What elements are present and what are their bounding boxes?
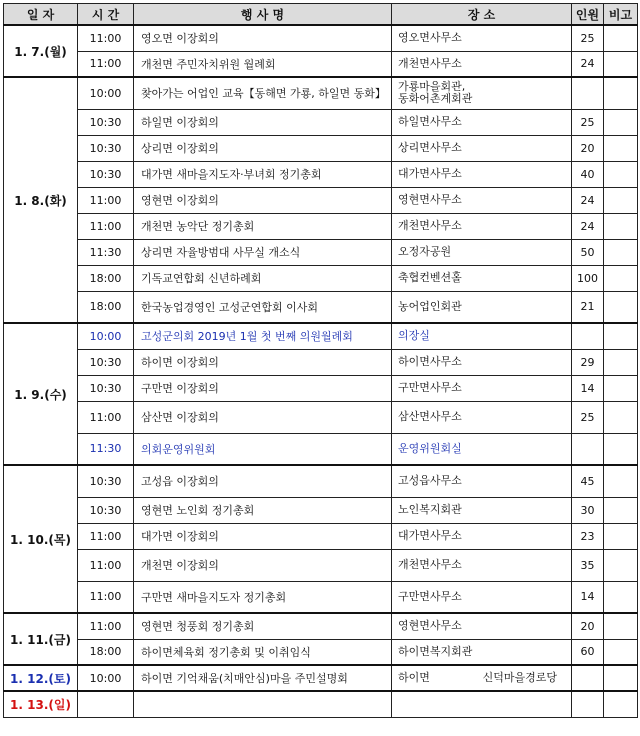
event-time: 11:30 bbox=[78, 433, 134, 465]
event-note bbox=[604, 691, 638, 717]
event-attendance: 23 bbox=[572, 523, 604, 549]
event-note bbox=[604, 401, 638, 433]
event-name: 하이면 이장회의 bbox=[134, 349, 392, 375]
event-note bbox=[604, 349, 638, 375]
event-time: 10:00 bbox=[78, 77, 134, 109]
event-attendance: 14 bbox=[572, 581, 604, 613]
table-row bbox=[4, 187, 638, 213]
event-time: 11:00 bbox=[78, 187, 134, 213]
event-name: 대가면 새마을지도자·부녀회 정기총회 bbox=[134, 161, 392, 187]
event-place bbox=[392, 265, 572, 291]
event-name: 개천면 이장회의 bbox=[134, 549, 392, 581]
table-row bbox=[4, 433, 638, 465]
table-row bbox=[4, 77, 638, 109]
event-time: 11:00 bbox=[78, 613, 134, 639]
day-date-cell: 1. 8.(화) bbox=[4, 77, 78, 323]
event-attendance: 14 bbox=[572, 375, 604, 401]
event-attendance: 30 bbox=[572, 497, 604, 523]
table-row bbox=[4, 639, 638, 665]
header-note: 비고 bbox=[604, 4, 638, 26]
event-time: 10:30 bbox=[78, 135, 134, 161]
table-row bbox=[4, 25, 638, 51]
event-time: 10:30 bbox=[78, 349, 134, 375]
day-date-cell: 1. 11.(금) bbox=[4, 613, 78, 665]
event-place bbox=[392, 109, 572, 135]
table-row bbox=[4, 51, 638, 77]
event-time: 10:30 bbox=[78, 497, 134, 523]
event-place bbox=[392, 497, 572, 523]
event-time: 11:00 bbox=[78, 401, 134, 433]
event-attendance bbox=[572, 77, 604, 109]
event-attendance: 35 bbox=[572, 549, 604, 581]
event-time: 18:00 bbox=[78, 265, 134, 291]
place-line: 축협컨벤션홀 bbox=[398, 271, 462, 284]
place-line: 고성읍사무소 bbox=[398, 474, 462, 488]
event-name: 영오면 이장회의 bbox=[134, 25, 392, 51]
event-name: 상리면 자율방범대 사무실 개소식 bbox=[134, 239, 392, 265]
event-attendance: 40 bbox=[572, 161, 604, 187]
event-note bbox=[604, 25, 638, 51]
place-line: 하이면 신덕마을경로당 bbox=[398, 671, 557, 684]
place-line: 상리면사무소 bbox=[398, 141, 462, 154]
event-note bbox=[604, 549, 638, 581]
event-time: 18:00 bbox=[78, 639, 134, 665]
event-attendance bbox=[572, 433, 604, 465]
event-place bbox=[392, 349, 572, 375]
place-line: 영오면사무소 bbox=[398, 31, 462, 45]
event-time: 11:00 bbox=[78, 51, 134, 77]
event-place bbox=[392, 639, 572, 665]
event-name: 대가면 이장회의 bbox=[134, 523, 392, 549]
event-place bbox=[392, 465, 572, 497]
place-line: 운영위원회실 bbox=[398, 441, 462, 455]
event-note bbox=[604, 77, 638, 109]
event-time: 11:00 bbox=[78, 523, 134, 549]
event-place bbox=[392, 613, 572, 639]
event-note bbox=[604, 497, 638, 523]
place-line: 하이면복지회관 bbox=[398, 644, 473, 658]
event-place bbox=[392, 323, 572, 349]
event-name bbox=[134, 691, 392, 717]
event-attendance: 45 bbox=[572, 465, 604, 497]
table-row bbox=[4, 161, 638, 187]
place-line: 개천면사무소 bbox=[398, 219, 462, 232]
event-attendance: 60 bbox=[572, 639, 604, 665]
schedule-body bbox=[4, 25, 638, 717]
event-note bbox=[604, 187, 638, 213]
event-attendance: 50 bbox=[572, 239, 604, 265]
event-attendance: 25 bbox=[572, 109, 604, 135]
event-name: 하일면 이장회의 bbox=[134, 109, 392, 135]
place-line: 하이면사무소 bbox=[398, 355, 462, 368]
table-row bbox=[4, 135, 638, 161]
event-name: 개천면 주민자치위원 월례회 bbox=[134, 51, 392, 77]
place-line: 농어업인회관 bbox=[398, 299, 462, 313]
table-row bbox=[4, 613, 638, 639]
event-time: 11:00 bbox=[78, 213, 134, 239]
header-time: 시 간 bbox=[78, 4, 134, 26]
event-note bbox=[604, 213, 638, 239]
event-attendance: 25 bbox=[572, 25, 604, 51]
event-note bbox=[604, 613, 638, 639]
event-name: 의회운영위원회 bbox=[134, 433, 392, 465]
event-place bbox=[392, 239, 572, 265]
day-date-cell: 1. 9.(수) bbox=[4, 323, 78, 465]
event-name: 찾아가는 어업인 교육【동해면 가룡, 하일면 동화】 bbox=[134, 77, 392, 109]
event-time bbox=[78, 691, 134, 717]
event-place bbox=[392, 665, 572, 691]
event-time: 10:30 bbox=[78, 161, 134, 187]
event-name: 영현면 노인회 정기총회 bbox=[134, 497, 392, 523]
event-attendance: 20 bbox=[572, 613, 604, 639]
event-place bbox=[392, 691, 572, 717]
event-note bbox=[604, 161, 638, 187]
event-attendance bbox=[572, 691, 604, 717]
event-place bbox=[392, 77, 572, 109]
table-row bbox=[4, 523, 638, 549]
event-time: 11:30 bbox=[78, 239, 134, 265]
event-time: 10:00 bbox=[78, 665, 134, 691]
event-note bbox=[604, 375, 638, 401]
place-line: 의장실 bbox=[398, 329, 430, 343]
event-name: 개천면 농악단 정기총회 bbox=[134, 213, 392, 239]
event-time: 11:00 bbox=[78, 25, 134, 51]
event-name: 구만면 새마을지도자 정기총회 bbox=[134, 581, 392, 613]
event-note bbox=[604, 523, 638, 549]
event-place bbox=[392, 401, 572, 433]
place-line: 오정자공원 bbox=[398, 245, 452, 258]
header-date: 일 자 bbox=[4, 4, 78, 26]
table-row bbox=[4, 465, 638, 497]
table-row bbox=[4, 401, 638, 433]
event-name: 상리면 이장회의 bbox=[134, 135, 392, 161]
table-row bbox=[4, 323, 638, 349]
event-place bbox=[392, 291, 572, 323]
event-name: 하이면체육회 정기총회 및 이취임식 bbox=[134, 639, 392, 665]
place-line: 가룡마을회관, bbox=[398, 80, 466, 94]
table-row bbox=[4, 549, 638, 581]
place-line: 개천면사무소 bbox=[398, 56, 462, 70]
event-time: 18:00 bbox=[78, 291, 134, 323]
place-line: 영현면사무소 bbox=[398, 619, 462, 633]
table-row bbox=[4, 239, 638, 265]
place-line: 하일면사무소 bbox=[398, 115, 462, 128]
event-note bbox=[604, 265, 638, 291]
table-row bbox=[4, 213, 638, 239]
day-date-cell: 1. 13.(일) bbox=[4, 691, 78, 717]
event-attendance: 21 bbox=[572, 291, 604, 323]
event-name: 고성군의회 2019년 1월 첫 번째 의원월례회 bbox=[134, 323, 392, 349]
header-row bbox=[4, 4, 638, 26]
event-name: 기독교연합회 신년하례회 bbox=[134, 265, 392, 291]
event-attendance: 24 bbox=[572, 187, 604, 213]
event-note bbox=[604, 291, 638, 323]
place-line: 동화어촌계회관 bbox=[398, 92, 473, 106]
place-line: 대가면사무소 bbox=[398, 167, 462, 180]
event-place bbox=[392, 433, 572, 465]
table-row bbox=[4, 375, 638, 401]
day-date-cell: 1. 7.(월) bbox=[4, 25, 78, 77]
place-line: 개천면사무소 bbox=[398, 558, 462, 571]
event-name: 영현면 이장회의 bbox=[134, 187, 392, 213]
event-note bbox=[604, 323, 638, 349]
place-line: 대가면사무소 bbox=[398, 529, 462, 542]
table-row bbox=[4, 665, 638, 691]
event-place bbox=[392, 549, 572, 581]
event-time: 10:30 bbox=[78, 375, 134, 401]
event-place bbox=[392, 213, 572, 239]
event-attendance: 25 bbox=[572, 401, 604, 433]
event-attendance: 24 bbox=[572, 213, 604, 239]
schedule-table bbox=[3, 3, 638, 718]
day-date-cell: 1. 10.(목) bbox=[4, 465, 78, 613]
event-note bbox=[604, 465, 638, 497]
event-attendance: 20 bbox=[572, 135, 604, 161]
day-date-cell: 1. 12.(토) bbox=[4, 665, 78, 691]
event-time: 11:00 bbox=[78, 549, 134, 581]
table-row bbox=[4, 691, 638, 717]
event-note bbox=[604, 665, 638, 691]
place-line: 영현면사무소 bbox=[398, 193, 462, 206]
event-attendance: 24 bbox=[572, 51, 604, 77]
event-time: 11:00 bbox=[78, 581, 134, 613]
header-place: 장 소 bbox=[392, 4, 572, 26]
place-line: 삼산면사무소 bbox=[398, 410, 462, 423]
event-place bbox=[392, 523, 572, 549]
event-place bbox=[392, 375, 572, 401]
place-line: 구만면사무소 bbox=[398, 381, 462, 394]
event-name: 구만면 이장회의 bbox=[134, 375, 392, 401]
header-event: 행 사 명 bbox=[134, 4, 392, 26]
event-place bbox=[392, 25, 572, 51]
event-attendance: 100 bbox=[572, 265, 604, 291]
event-attendance: 29 bbox=[572, 349, 604, 375]
event-note bbox=[604, 581, 638, 613]
event-place bbox=[392, 187, 572, 213]
event-place bbox=[392, 581, 572, 613]
event-place bbox=[392, 161, 572, 187]
table-row bbox=[4, 349, 638, 375]
table-row bbox=[4, 497, 638, 523]
event-note bbox=[604, 51, 638, 77]
place-line: 구만면사무소 bbox=[398, 589, 462, 603]
event-note bbox=[604, 239, 638, 265]
event-time: 10:30 bbox=[78, 109, 134, 135]
header-attendance: 인원 bbox=[572, 4, 604, 26]
event-name: 한국농업경영인 고성군연합회 이사회 bbox=[134, 291, 392, 323]
event-note bbox=[604, 433, 638, 465]
event-name: 하이면 기억채움(치매안심)마을 주민설명회 bbox=[134, 665, 392, 691]
event-time: 10:00 bbox=[78, 323, 134, 349]
schedule-sheet bbox=[3, 3, 637, 718]
event-name: 영현면 청풍회 정기총회 bbox=[134, 613, 392, 639]
event-attendance bbox=[572, 323, 604, 349]
table-row bbox=[4, 581, 638, 613]
event-attendance bbox=[572, 665, 604, 691]
event-time: 10:30 bbox=[78, 465, 134, 497]
event-name: 고성읍 이장회의 bbox=[134, 465, 392, 497]
table-row bbox=[4, 109, 638, 135]
event-place bbox=[392, 135, 572, 161]
place-line: 노인복지회관 bbox=[398, 503, 462, 516]
event-note bbox=[604, 109, 638, 135]
event-note bbox=[604, 639, 638, 665]
event-place bbox=[392, 51, 572, 77]
event-note bbox=[604, 135, 638, 161]
table-row bbox=[4, 265, 638, 291]
event-name: 삼산면 이장회의 bbox=[134, 401, 392, 433]
table-row bbox=[4, 291, 638, 323]
